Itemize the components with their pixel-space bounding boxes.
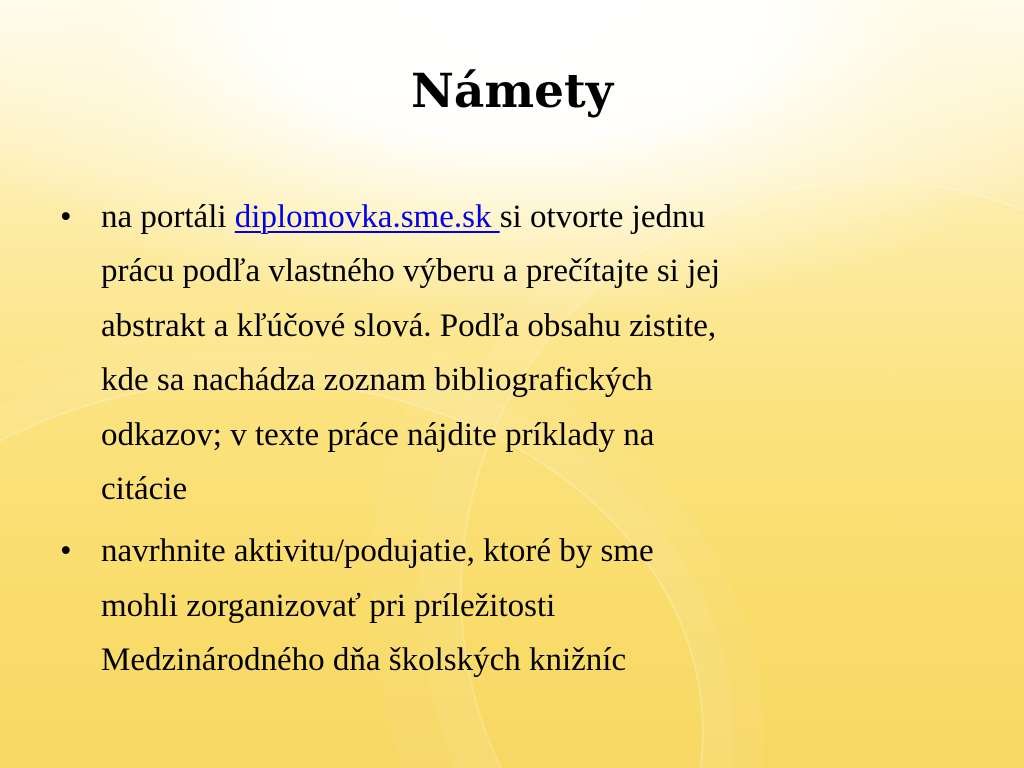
bullet-text-line: odkazov; v texte práce nájdite príklady na bbox=[101, 416, 655, 453]
bullet-dot-icon: • bbox=[60, 533, 72, 570]
bullet-text-line: abstrakt a kľúčové slová. Podľa obsahu zistite, bbox=[101, 307, 717, 344]
bullet-text-line: kde sa nachádza zoznam bibliografických bbox=[101, 362, 653, 399]
bullet-text-line: Medzinárodného dňa školských knižníc bbox=[101, 642, 627, 679]
slide-title: Námety bbox=[410, 64, 614, 119]
list-item bbox=[60, 190, 970, 516]
list-item bbox=[60, 524, 970, 687]
bullet-text-line: citácie bbox=[101, 471, 188, 508]
bullet-text-prefix: na portáli bbox=[101, 199, 235, 235]
bullet-list bbox=[60, 190, 970, 696]
bullet-text-line: si otvorte jednu bbox=[499, 199, 706, 235]
bullet-dot-icon: • bbox=[60, 199, 72, 235]
portal-link[interactable]: diplomovka.sme.sk bbox=[234, 199, 500, 235]
bullet-text-line: mohli zorganizovať pri príležitosti bbox=[101, 587, 556, 624]
bullet-text-line: navrhnite aktivitu/podujatie, ktoré by sme bbox=[101, 533, 654, 570]
bullet-text-line: prácu podľa vlastného výberu a prečítajte si jej bbox=[101, 253, 721, 290]
